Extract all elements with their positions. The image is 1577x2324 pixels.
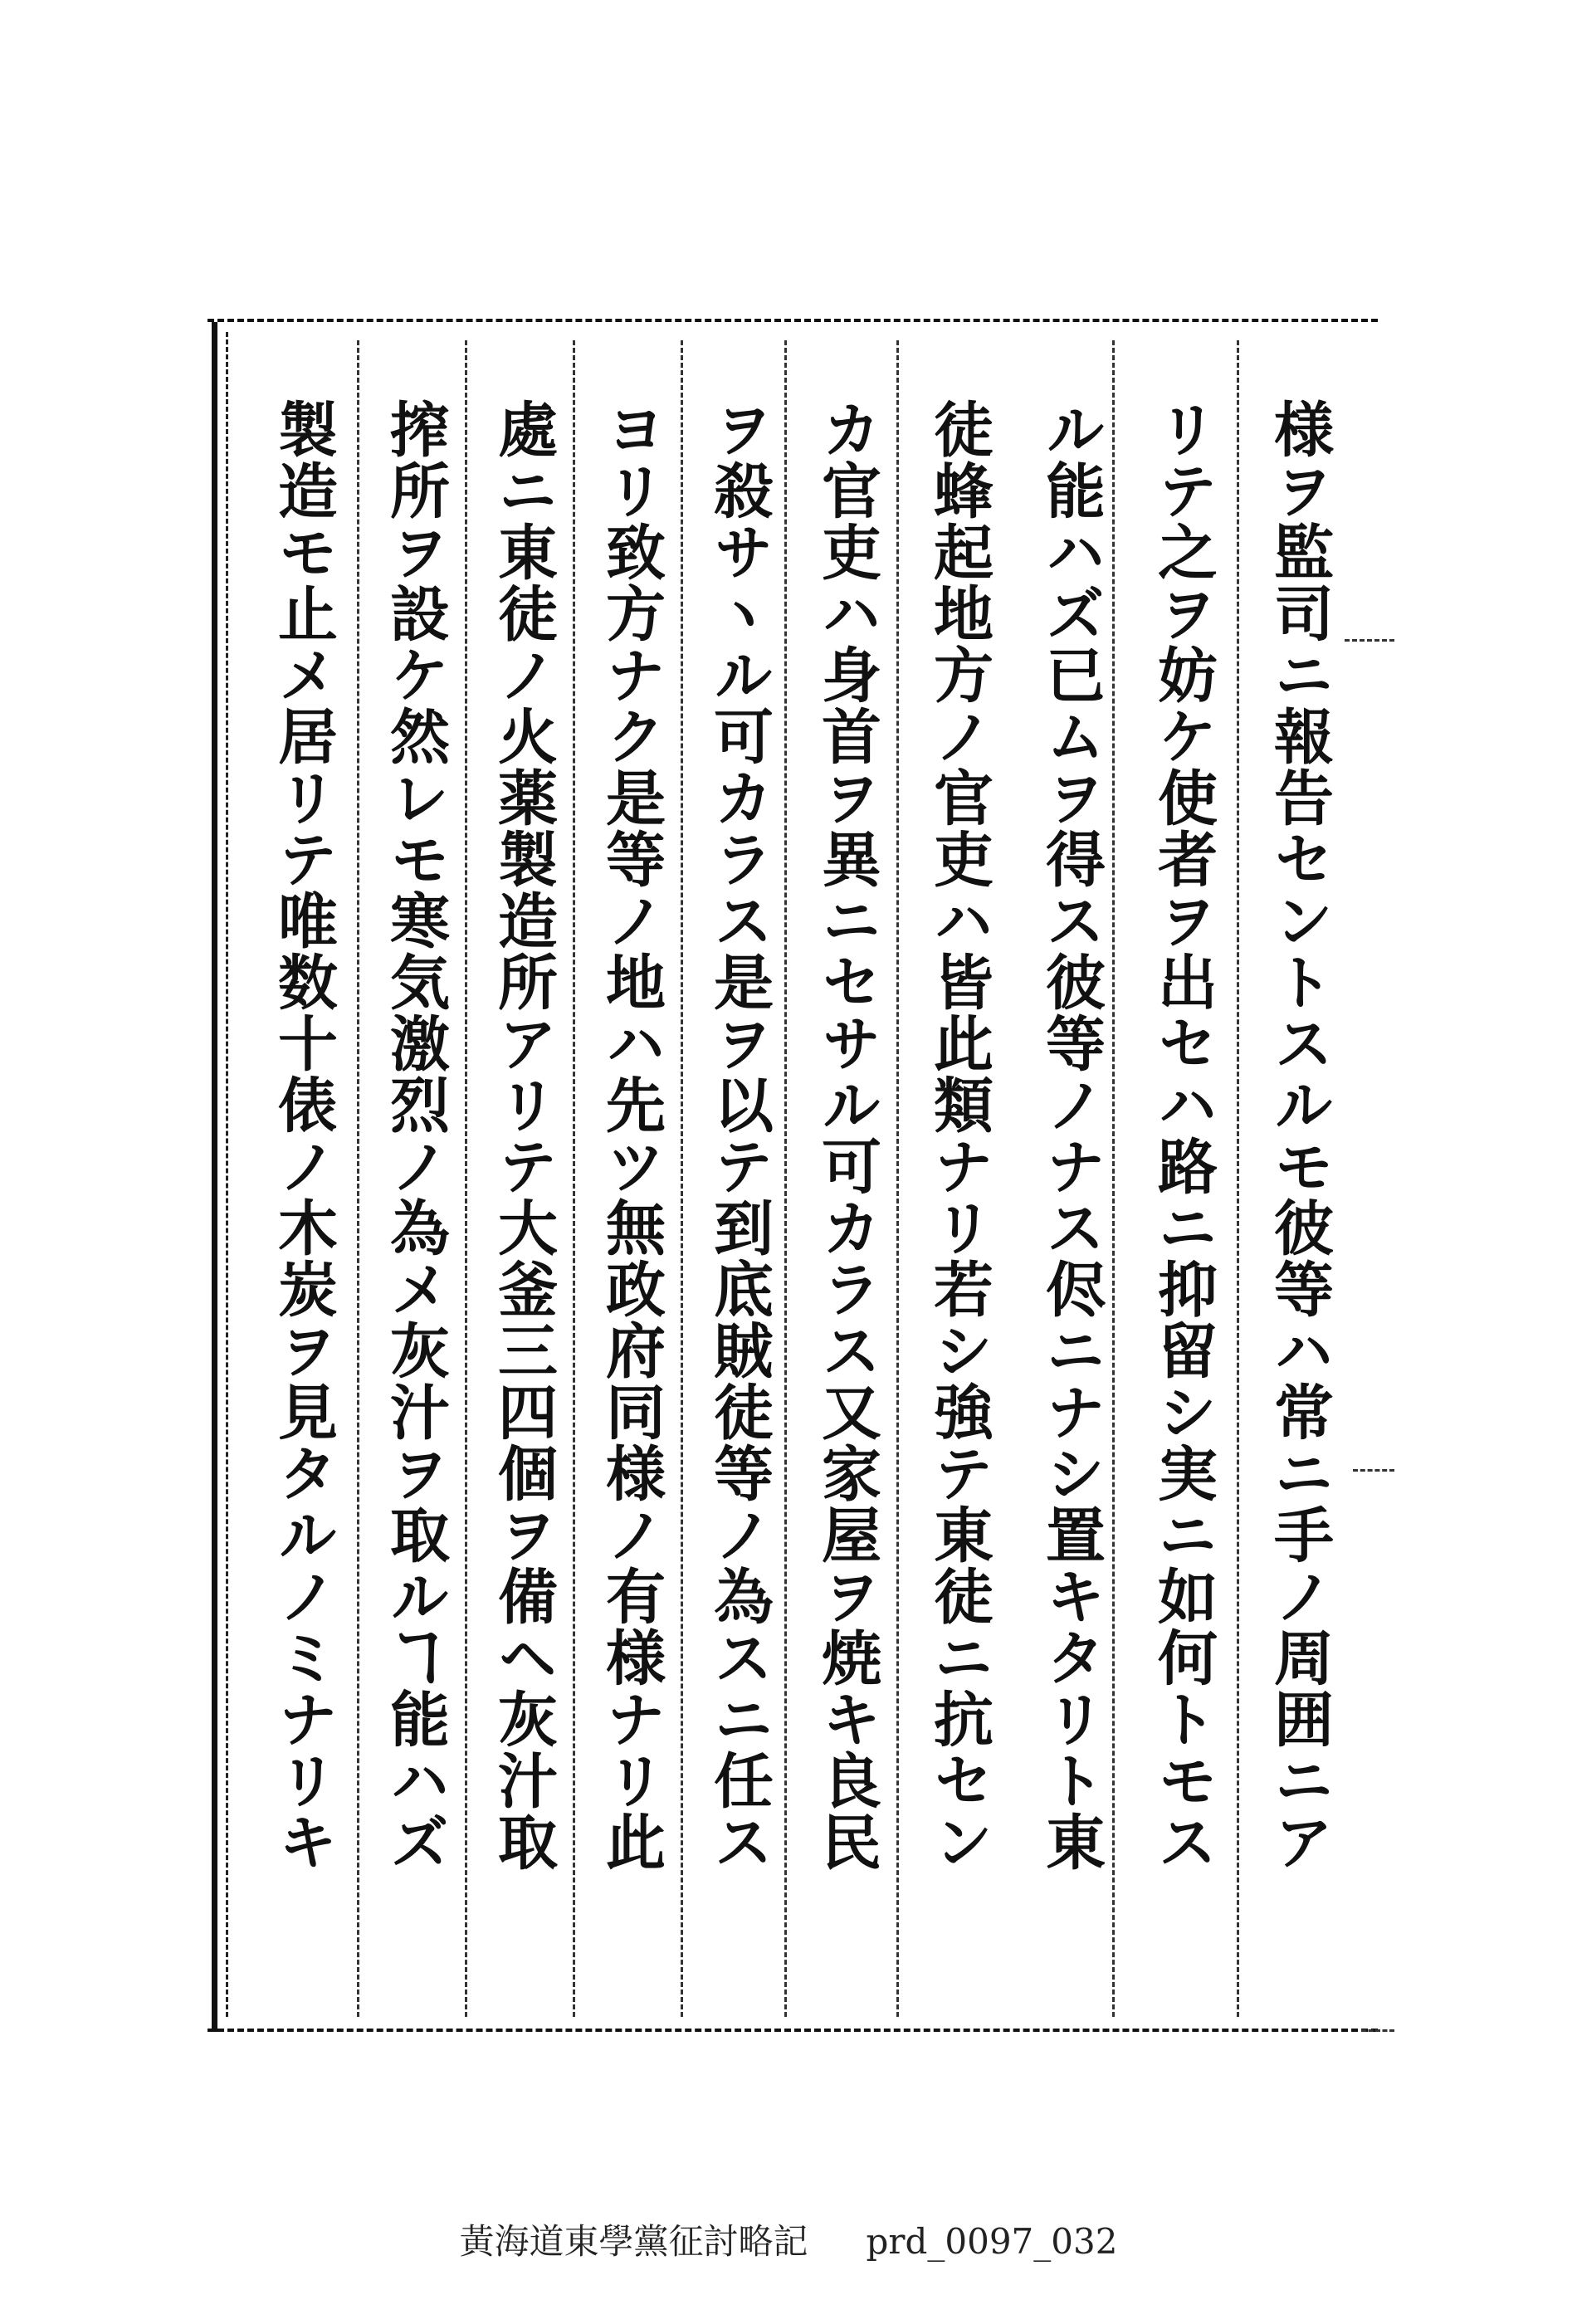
text-column-6: ヲ殺サヽル可カラス是ヲ以テ到底賊徒等ノ為スニ任ス: [704, 398, 774, 1872]
margin-mark: [1361, 2029, 1394, 2032]
document-code: prd_0097_032: [866, 2221, 1118, 2262]
text-column-2: リテ之ヲ妨ケ使者ヲ出セハ路ニ抑留シ実ニ如何トモス: [1148, 398, 1218, 1872]
margin-mark: [1353, 1469, 1394, 1472]
frame-left-border: [212, 322, 217, 2032]
page-caption: [0, 2214, 1577, 2264]
text-column-8: 處ニ東徒ノ火薬製造所アリテ大釜三四個ヲ備ヘ灰汁取: [488, 398, 559, 1872]
text-column-1: 様ヲ監司ニ報告セントスルモ彼等ハ常ニ手ノ周囲ニア: [1264, 398, 1335, 1872]
column-rule: [1237, 340, 1239, 2017]
text-column-7: ヨリ致方ナク是等ノ地ハ先ツ無政府同様ノ有様ナリ此: [596, 398, 666, 1872]
text-column-10: 製造モ止メ居リテ唯数十俵ノ木炭ヲ見タルノミナリキ: [268, 398, 339, 1872]
text-column-9: 搾所ヲ設ケ然レモ寒気激烈ノ為メ灰汁ヲ取ルヿ能ハズ: [380, 398, 451, 1872]
text-column-5: カ官吏ハ身首ヲ異ニセサル可カラス又家屋ヲ焼キ良民: [812, 398, 882, 1872]
document-title: 黃海道東學黨征討略記: [459, 2221, 808, 2262]
column-rule: [357, 340, 359, 2017]
text-column-3: ル能ハズ已ムヲ得ス彼等ノナス侭ニナシ置キタリト東: [1036, 398, 1106, 1872]
frame-left-inner-border: [226, 332, 228, 2017]
text-column-4: 徒蜂起地方ノ官吏ハ皆此類ナリ若シ強テ東徒ニ抗セン: [924, 398, 994, 1872]
